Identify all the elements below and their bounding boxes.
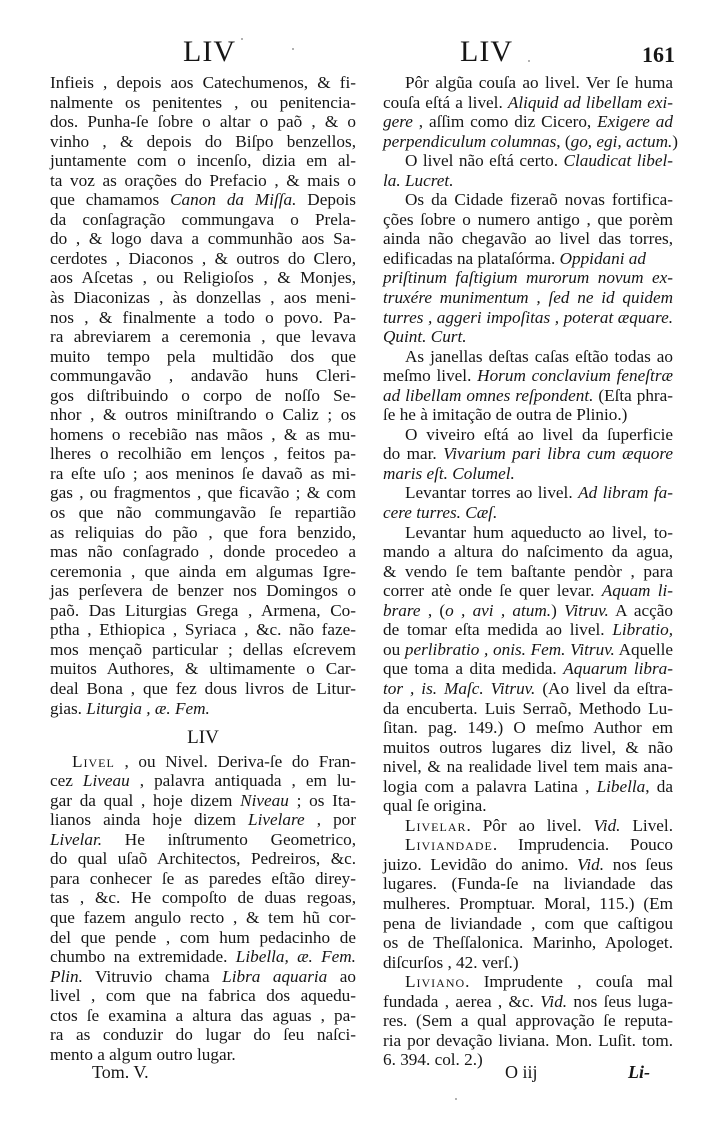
italic-text: Aquarum libra- — [563, 659, 673, 679]
text-span: Depois — [296, 190, 356, 210]
text-line — [383, 914, 673, 934]
text-line — [50, 210, 356, 230]
italic-text: Liveau — [82, 771, 130, 791]
text-span: Pôr algũa couſa ao livel. Ver ſe huma — [405, 73, 673, 92]
left-running-head: LIV — [183, 35, 236, 68]
text-line — [383, 464, 673, 484]
text-line — [50, 791, 356, 811]
text-span: da encuberta. Luis Serraõ, Methodo Lu- — [383, 698, 673, 718]
text-span: dos. Punha-ſe ſobre o altar o paõ , & o — [50, 112, 356, 132]
text-span: nhor , & outros miniſtrando o Caliz ; os — [50, 405, 356, 425]
text-span: ) — [551, 600, 565, 620]
text-span: Livel. — [620, 815, 673, 835]
text-span: 6. 394. col. 2.) — [383, 1050, 483, 1070]
text-span: del que pende , com hum pedacinho de — [50, 927, 356, 947]
text-span: (Ao livel da eſtra- — [535, 678, 673, 698]
italic-text: Horum conclavium feneſtræ — [477, 366, 673, 386]
text-span: tas , &c. He compoſto de duas regoas, — [50, 888, 356, 908]
text-span: muito tempo pela multidão dos que — [50, 346, 356, 366]
page-number: 161 — [642, 42, 675, 67]
text-line — [383, 405, 673, 425]
text-line — [383, 268, 673, 288]
text-line — [50, 699, 356, 719]
text-span: He inſtrumento Geometrico, — [102, 829, 356, 849]
text-span: A acção — [608, 600, 673, 620]
text-span: ptha , Ethiopica , Syriaca , &c. não faze- — [50, 620, 356, 640]
italic-text: Claudicat libel- — [563, 151, 673, 171]
text-span: ainda não chegavão ao livel das torres, — [383, 229, 673, 249]
text-line — [383, 112, 673, 132]
italic-text: Vivarium pari libra cum æquore — [443, 444, 673, 464]
text-span: cerdotes , Diaconos , & outros do Clero, — [50, 248, 356, 268]
text-span: ta voz as orações do Prefacio , & mais o — [50, 170, 356, 190]
text-line — [383, 1011, 673, 1031]
text-span: os de Theſſalonica. Marinho, Apologet. — [383, 933, 673, 953]
italic-text: go, egi, actum. — [570, 131, 673, 151]
text-span: . Imprudencia. Pouco — [492, 835, 673, 855]
text-span: qual ſe origina. — [383, 796, 487, 816]
text-line — [383, 93, 673, 113]
text-span: que chamamos — [50, 190, 171, 210]
text-span: paõ. Das Liturgias Grega , Armena, Co- — [50, 600, 356, 620]
italic-text: brare — [383, 600, 421, 620]
text-line — [50, 405, 356, 425]
text-line — [50, 1006, 356, 1026]
text-line — [383, 659, 673, 679]
entry-livel — [50, 752, 356, 1065]
text-span: ra abreviarem a ceremonia , que levava — [50, 327, 356, 347]
italic-text: o , avi , atum. — [445, 600, 552, 620]
text-span: pena de liviandade , com que caſtigou — [383, 913, 673, 933]
text-line — [50, 752, 356, 772]
italic-text: Aquam li- — [601, 581, 674, 601]
text-span: nivel, & na realidade livel tem mais ana- — [383, 757, 673, 777]
section-heading: LIV — [187, 727, 219, 749]
text-span: homens o recebião nas mãos , & as mu- — [50, 424, 356, 444]
text-line — [383, 483, 673, 503]
text-line — [50, 601, 356, 621]
text-span: que toma a dita medida. — [383, 659, 564, 679]
italic-text: cere turres. Cæſ. — [383, 503, 498, 523]
text-line — [50, 620, 356, 640]
italic-text: Libella — [596, 776, 646, 796]
text-span: Levantar hum aqueducto ao livel, to- — [405, 522, 673, 542]
text-span: O viveiro eſtá ao livel da ſuperficie — [405, 424, 673, 444]
volume-mark: Tom. V. — [92, 1062, 149, 1082]
text-line — [383, 738, 673, 758]
right-column — [383, 73, 679, 1070]
text-line — [383, 171, 673, 191]
text-line — [50, 483, 356, 503]
text-span: fundada , aerea , &c. — [383, 991, 541, 1011]
text-line — [50, 366, 356, 386]
text-span: do , & logo dava a communhão aos Sa- — [50, 229, 356, 249]
text-line — [50, 967, 356, 987]
text-span: edificadas na plataſórma. — [383, 248, 560, 268]
text-line — [383, 972, 673, 992]
text-span: ) — [672, 131, 679, 151]
italic-text: priſtinum faſtigium murorum novum ex- — [383, 268, 673, 288]
text-span: os que não commungavão ſe repartião — [50, 503, 356, 523]
text-span: de tomar eſta medida ao livel. — [383, 620, 613, 640]
text-line — [383, 835, 673, 855]
text-span: vinho , & depois do Biſpo benzellos, — [50, 131, 356, 151]
text-span: ções ſobre o numero antigo , que porèm — [383, 209, 673, 229]
text-span: as reliquias do pão , que fora benzido, — [50, 522, 356, 542]
italic-text: Ad libram fa- — [578, 483, 673, 503]
text-span: lheres o recolhião em lenços , feitos pa- — [50, 444, 356, 464]
text-span: , ou Nivel. Deriva-ſe do Fran- — [114, 751, 356, 771]
text-span: logia com a palavra Latina , — [383, 776, 597, 796]
text-line — [50, 659, 356, 679]
text-line — [50, 268, 356, 288]
text-span: gas , ou fragmentos , que ficavão ; & com — [50, 483, 356, 503]
italic-text: maris eſt. Columel. — [383, 463, 515, 483]
text-span: mos mençaõ particular ; dellas eſcrevem — [50, 639, 356, 659]
text-span: livel , com que na fabrica dos aquedu- — [50, 986, 356, 1006]
text-line — [383, 131, 679, 152]
text-line — [50, 386, 356, 406]
text-span: nos ſeus luga- — [567, 991, 673, 1011]
text-line — [50, 464, 356, 484]
text-line — [50, 112, 356, 132]
text-line — [383, 581, 673, 601]
text-span: da conſagração commungava o Prela- — [50, 209, 356, 229]
italic-text: Livelar. — [50, 829, 103, 849]
text-line — [383, 992, 673, 1012]
text-span: Aquelle — [614, 639, 673, 659]
text-span: nos , & finalmente a todo o povo. Pa- — [50, 307, 356, 327]
text-line — [383, 757, 673, 777]
italic-text: Niveau — [240, 790, 289, 810]
text-span: lugares. (Funda-ſe na liviandade das — [383, 874, 673, 894]
text-span: gias. — [50, 698, 87, 718]
text-span: cez — [50, 771, 83, 791]
italic-text: perlibratio , onis. Fem. Vitruv. — [404, 639, 615, 659]
text-span: , por — [304, 810, 356, 830]
italic-text: Quint. Curt. — [383, 327, 467, 347]
italic-text: Vid. — [593, 815, 621, 835]
right-running-head: LIV — [460, 35, 513, 68]
text-line — [383, 679, 673, 699]
italic-text: Livelare — [248, 810, 305, 830]
text-span: . Imprudente , couſa mal — [465, 972, 673, 992]
italic-text: gere — [383, 112, 413, 132]
text-line — [383, 601, 673, 621]
text-span: res. (Sem a qual approvação ſe reputa- — [383, 1011, 673, 1031]
text-line — [50, 444, 356, 464]
scan-speck — [455, 1098, 457, 1100]
text-line — [383, 874, 673, 894]
text-line — [50, 132, 356, 152]
text-line — [50, 640, 356, 660]
text-line — [383, 308, 673, 328]
text-span: ra eſte uſo ; aos meninos ſe davaõ as mi- — [50, 463, 356, 483]
text-line — [383, 699, 673, 719]
text-line — [50, 93, 356, 113]
text-line — [383, 620, 673, 640]
italic-text: Vid. — [577, 854, 605, 874]
text-span: , ( — [420, 600, 446, 620]
text-line — [383, 855, 673, 875]
text-span: couſa eſtá a livel. — [383, 92, 508, 112]
text-span: ao — [327, 966, 356, 986]
text-span: nos ſeus — [604, 854, 673, 874]
text-span: correr atè onde ſe quer levar. — [383, 581, 602, 601]
text-line — [50, 928, 356, 948]
text-span: muitos outros lugares diz livel, & não — [383, 737, 673, 757]
italic-text: tor , is. Maſc. Vitruv. — [383, 678, 536, 698]
text-span: , aſſim como diz Cicero, — [412, 112, 598, 132]
text-line — [50, 308, 356, 328]
text-span: O livel não eſtá certo. — [405, 151, 564, 171]
text-line — [383, 444, 673, 464]
text-span: que fazem angulo recto , & tem hũ cor- — [50, 907, 356, 927]
text-span: ; os Ita- — [288, 790, 356, 810]
text-span: mento a algum outro lugar. — [50, 1044, 236, 1064]
text-span: (Eſta phra- — [593, 385, 673, 405]
italic-text: Vitruv. — [564, 600, 609, 620]
text-span: juntamente com o incenſo, dizia em al- — [50, 151, 356, 171]
text-span: . Pôr ao livel. — [466, 815, 594, 835]
text-span: mando a altura do naſcimento da agua, — [383, 542, 673, 562]
text-span: ſe he à imitação de outra de Plinio.) — [383, 405, 628, 425]
text-line — [383, 366, 673, 386]
text-span: jas perſevera de benzer nos Domingos o — [50, 581, 356, 601]
left-column-text — [50, 73, 356, 718]
text-line — [383, 718, 673, 738]
italic-text: Oppidani ad — [559, 248, 646, 268]
text-span: chumbo na extremidade. — [50, 947, 236, 967]
text-line — [383, 933, 673, 953]
text-span: , da — [645, 776, 673, 796]
text-line — [50, 810, 356, 830]
text-span: mas não conſagrado , donde procedeo a — [50, 542, 356, 562]
text-span: do qual uſaõ Architectos, Pedreiros, &c. — [50, 849, 356, 869]
scan-speck — [241, 38, 243, 40]
text-span: gar da qual , hoje dizem — [50, 790, 241, 810]
italic-text: Liturgia , æ. Fem. — [86, 698, 210, 718]
text-line — [383, 327, 673, 347]
text-line — [50, 888, 356, 908]
text-span: aos Aſcetas , ou Religioſos , & Monjes, — [50, 268, 356, 288]
italic-text: Libra aquaria — [222, 966, 328, 986]
text-span: ra as conduzir do lugar do ſeu naſci- — [50, 1025, 356, 1045]
text-line — [383, 425, 673, 445]
italic-text: turres , aggeri impoſitas , poterat æquare. — [383, 307, 673, 327]
text-line — [50, 830, 356, 850]
text-span: As janellas deſtas caſas eſtão todas ao — [405, 346, 673, 366]
text-line — [383, 523, 673, 543]
text-line — [383, 562, 673, 582]
text-span: , palavra antiquada , em lu- — [129, 771, 356, 791]
text-line — [383, 190, 673, 210]
left-column — [50, 73, 356, 1064]
text-line — [383, 210, 673, 230]
text-line — [383, 640, 673, 660]
text-line — [50, 190, 356, 210]
italic-text: Plin. — [50, 966, 83, 986]
text-line — [50, 229, 356, 249]
text-span: Os da Cidade fizeraõ novas fortifica- — [405, 190, 673, 210]
text-span: , ( — [556, 131, 571, 151]
text-span: mulheres. Promptuar. Moral, 115.) (Em — [383, 893, 673, 913]
text-span: lianos ainda hoje dizem — [50, 810, 249, 830]
scan-speck — [292, 48, 294, 50]
text-line — [383, 288, 673, 308]
italic-text: Vid. — [540, 991, 568, 1011]
right-column-text — [383, 73, 679, 1070]
italic-text: Libella, æ. Fem. — [235, 947, 356, 967]
text-line — [383, 542, 673, 562]
text-line — [383, 894, 673, 914]
text-line — [50, 347, 356, 367]
text-line — [50, 503, 356, 523]
headword: Livel — [72, 751, 115, 771]
text-span: ctos ſe examina a altura das aguas , pa- — [50, 1005, 356, 1025]
text-line — [50, 581, 356, 601]
scan-speck — [528, 60, 530, 62]
text-line — [50, 947, 356, 967]
text-line — [50, 1025, 356, 1045]
text-line — [50, 523, 356, 543]
text-span: ou — [383, 639, 405, 659]
text-line — [50, 986, 356, 1006]
text-line — [383, 249, 673, 269]
headword: Liviandade — [405, 835, 493, 855]
text-span: deal Bona , que fez dous livros de Litur- — [50, 678, 356, 698]
text-span: nalmente os penitentes , ou penitencia- — [50, 92, 356, 112]
text-line — [50, 249, 356, 269]
text-span: ria por devação liviana. Mon. Luſit. tom. — [383, 1030, 673, 1050]
text-line — [383, 73, 673, 93]
text-span: muitos Authores, & ultimamente o Car- — [50, 659, 356, 679]
text-line — [50, 73, 356, 93]
text-line — [383, 386, 673, 406]
text-line — [50, 425, 356, 445]
text-span: ſitan. pag. 149.) O meſmo Author em — [383, 718, 673, 738]
text-line — [50, 908, 356, 928]
text-span: & vendo ſe tem baſtante pendòr , para — [383, 561, 673, 581]
text-span: diſcurſos , 42. verſ.) — [383, 952, 519, 972]
italic-text: perpendiculum columnas — [383, 131, 557, 151]
text-span: commungavão , andavão huns Cleri- — [50, 366, 356, 386]
text-span: Infieis , depois aos Catechumenos, & fi- — [50, 73, 356, 92]
italic-text: Exigere ad — [597, 112, 673, 132]
text-line — [50, 327, 356, 347]
text-line — [50, 679, 356, 699]
text-span: às Diaconizas , às donzellas , aos meni- — [50, 288, 356, 308]
italic-text: Libratio, — [612, 620, 673, 640]
italic-text: truxére munimentum , ſed ne id quidem — [383, 288, 673, 308]
text-span: ceremonia , que ainda em algumas Igre- — [50, 561, 356, 581]
text-span: gos diſtribuindo o corpo de noſſo Se- — [50, 385, 356, 405]
italic-text: Aliquid ad libellam exi- — [507, 92, 673, 112]
text-line — [383, 347, 673, 367]
text-line — [383, 816, 673, 836]
italic-text: Canon da Miſſa. — [170, 190, 297, 210]
text-line — [50, 562, 356, 582]
text-line — [383, 953, 673, 973]
text-span: Levantar torres ao livel. — [405, 483, 579, 503]
signature-mark: O iij — [505, 1062, 538, 1082]
text-line — [383, 151, 673, 171]
text-line — [383, 1031, 673, 1051]
headword: Livelar — [405, 815, 467, 835]
text-span: juizo. Levidão do animo. — [383, 854, 578, 874]
text-line — [383, 796, 673, 816]
text-span: Vitruvio chama — [82, 966, 223, 986]
headword: Liviano — [405, 972, 466, 992]
text-line — [50, 171, 356, 191]
text-line — [50, 869, 356, 889]
catchword: Li- — [628, 1062, 650, 1082]
text-line — [383, 503, 673, 523]
text-line — [50, 849, 356, 869]
italic-text: la. Lucret. — [383, 170, 454, 190]
text-span: para conhecer ſe as paredes eſtão direy- — [50, 868, 356, 888]
text-line — [50, 771, 356, 791]
text-line — [50, 151, 356, 171]
italic-text: ad libellam omnes reſpondent. — [383, 385, 594, 405]
text-line — [50, 542, 356, 562]
text-span: do mar. — [383, 444, 444, 464]
text-line — [383, 777, 673, 797]
text-span: meſmo livel. — [383, 366, 478, 386]
text-line — [50, 288, 356, 308]
text-line — [383, 229, 673, 249]
